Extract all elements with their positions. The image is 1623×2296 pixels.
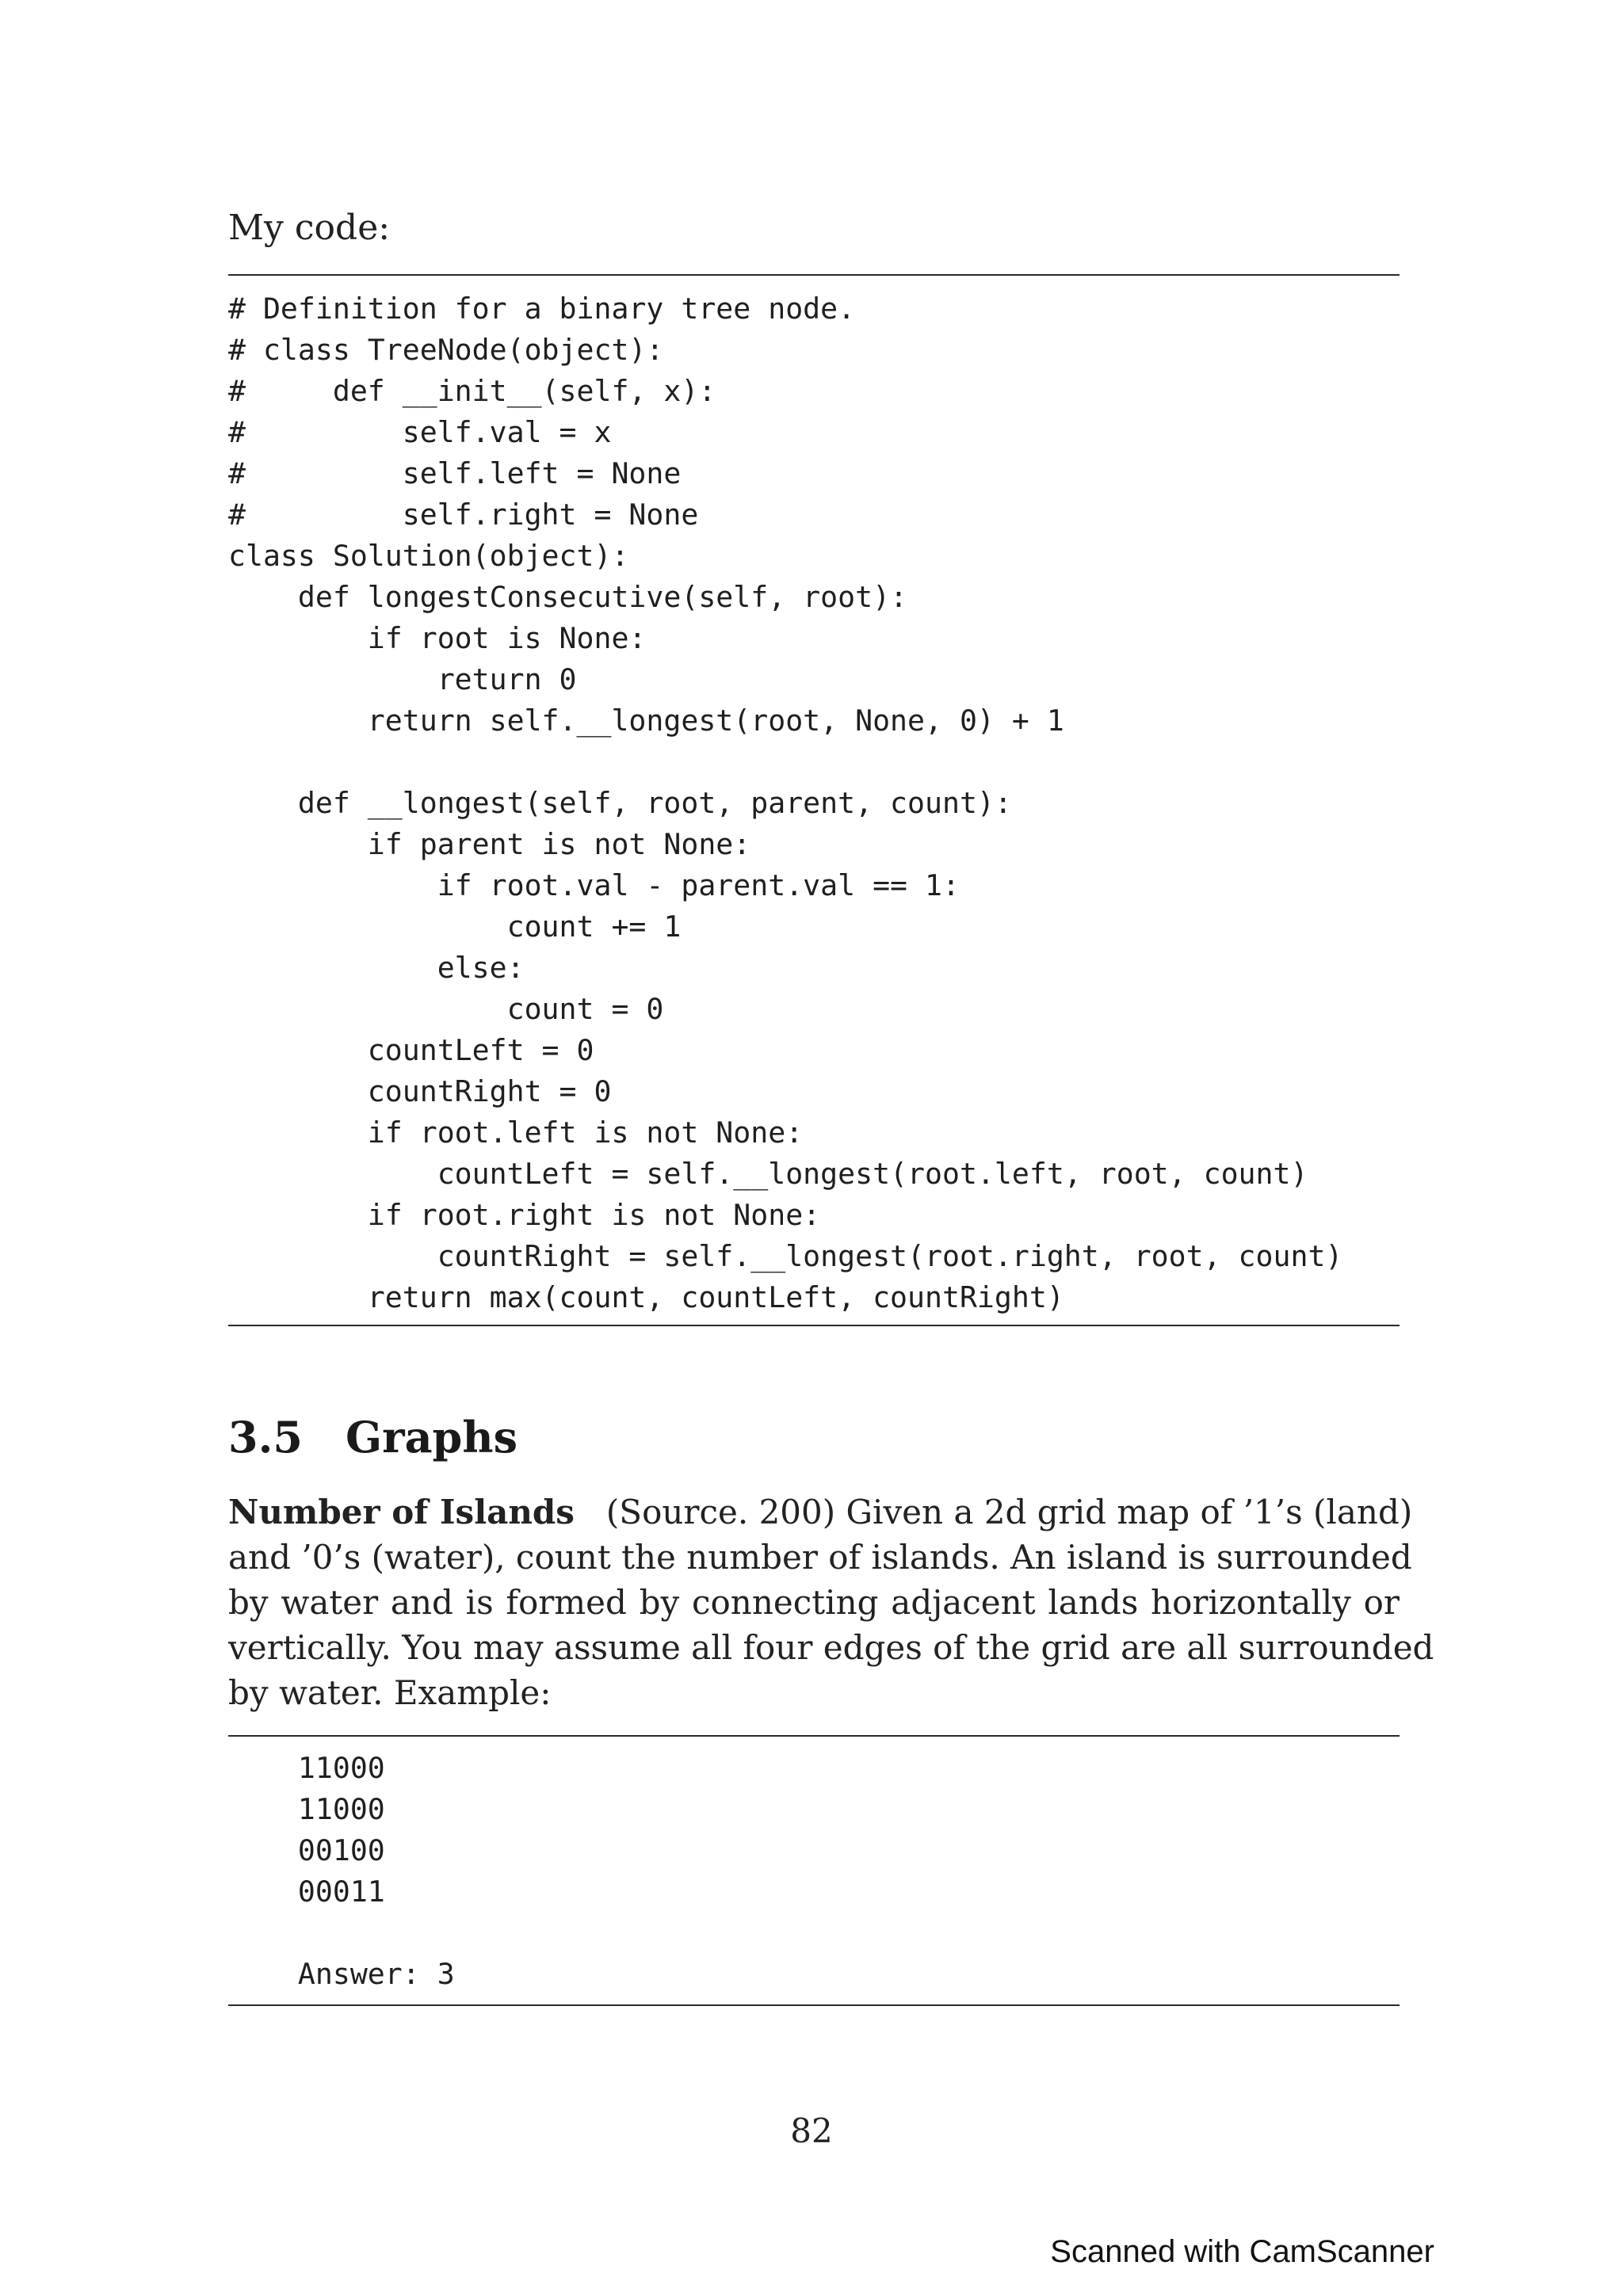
problem-line-5: by water. Example: [228,1673,552,1712]
code-block-example-grid [228,1748,455,1995]
problem-line-2: and ’0’s (water), count the number of islands. An island is surrounded [228,1538,1412,1577]
code-line: # Definition for a binary tree node. [228,292,856,326]
code-line: countRight = self.__longest(root.right, root, count) [228,1239,1343,1273]
code-line: # class TreeNode(object): [228,333,664,367]
code-line: else: [228,951,525,985]
example-line: Answer: 3 [228,1957,455,1991]
code-line: class Solution(object): [228,539,629,573]
example-line: 00011 [228,1875,385,1909]
problem-title: Number of Islands [228,1493,575,1531]
code-line: if root.right is not None: [228,1198,821,1232]
section-title: Graphs [346,1412,517,1463]
page-number: 82 [790,2111,833,2150]
problem-line-3: by water and is formed by connecting adjacent lands horizontally or [228,1583,1400,1622]
code-line: # def __init__(self, x): [228,374,716,408]
code-block-top-rule [228,274,1400,276]
code-line: # self.right = None [228,498,699,532]
code-line: return self.__longest(root, None, 0) + 1 [228,704,1064,738]
code-line: # self.val = x [228,415,612,449]
example-line: 11000 [228,1751,385,1785]
code-line: def __longest(self, root, parent, count): [228,786,1012,820]
example-bottom-rule [228,2004,1400,2006]
code-line: count = 0 [228,992,664,1026]
code-block-longest-consecutive [228,288,1342,1318]
code-block-bottom-rule [228,1325,1400,1326]
code-line: count += 1 [228,910,682,944]
section-heading [228,1412,517,1463]
code-line: if parent is not None: [228,827,751,861]
code-line: return max(count, countLeft, countRight) [228,1280,1064,1314]
example-line: 11000 [228,1792,385,1826]
problem-description [228,1489,1434,1715]
camscanner-watermark: Scanned with CamScanner [1050,2234,1434,2269]
code-line: return 0 [228,662,577,696]
problem-text-1: (Source. 200) Given a 2d grid map of ’1’s (land) [605,1493,1413,1531]
problem-line-4: vertically. You may assume all four edges of the grid are all surrounded [228,1628,1434,1667]
code-line: countLeft = 0 [228,1033,594,1067]
section-number: 3.5 [228,1412,303,1463]
example-line [228,1913,455,1954]
code-line: # self.left = None [228,456,682,490]
code-line: countRight = 0 [228,1074,612,1108]
code-line: countLeft = self.__longest(root.left, root, count) [228,1157,1308,1191]
intro-text: My code: [228,208,391,248]
code-line: if root.left is not None: [228,1116,804,1150]
code-line [228,742,1342,783]
example-top-rule [228,1735,1400,1737]
code-line: if root is None: [228,621,647,655]
example-line: 00100 [228,1833,385,1867]
problem-line-1 [228,1489,1413,1535]
code-line: def longestConsecutive(self, root): [228,580,908,614]
code-line: if root.val - parent.val == 1: [228,868,960,902]
